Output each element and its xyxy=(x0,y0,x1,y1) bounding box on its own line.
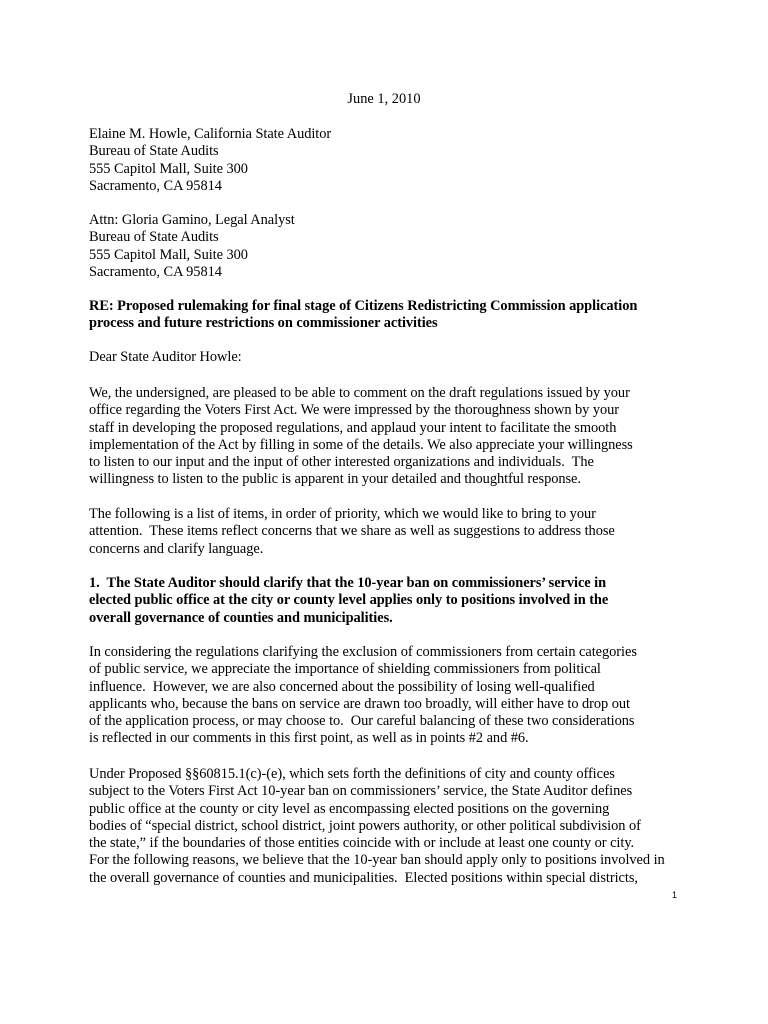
address-line: Attn: Gloria Gamino, Legal Analyst xyxy=(89,212,295,228)
paragraph-considerations: In considering the regulations clarifying the exclusion of commissioners from certain categories of public service, we appreciate the importance of shielding commissioners from political influence. However, we are also concerned about the possibility of losing well-qualified applicants who, because the bans on service are drawn too broadly, will either have to drop out of the application process, or may choose to. Our careful balancing of these two considerations is reflected in our comments in this first point, as well as in points #2 and #6. xyxy=(89,644,637,747)
attention-address-block xyxy=(89,212,689,281)
address-line: Bureau of State Audits xyxy=(89,143,219,160)
address-line: 555 Capitol Mall, Suite 300 xyxy=(89,160,248,177)
re-subject-line: RE: Proposed rulemaking for final stage of Citizens Redistricting Commission application process and future restrictions on commissioner activities xyxy=(89,298,638,332)
recipient-address-block xyxy=(89,126,689,195)
section-heading-1: 1. The State Auditor should clarify that the 10-year ban on commissioners’ service in elected public office at the city or county level applies only to positions involved in the overall governance of counties and municipalities. xyxy=(89,575,609,626)
letter-date: June 1, 2010 xyxy=(347,91,421,107)
address-line: Sacramento, CA 95814 xyxy=(89,177,222,194)
address-line: 555 Capitol Mall, Suite 300 xyxy=(89,246,248,263)
paragraph-proposed-sections: Under Proposed §§60815.1(c)-(e), which sets forth the definitions of city and county offices subject to the Voters First Act 10-year ban on commissioners’ service, the State Auditor defines public office at the county or city level as encompassing elected positions on the governing bodies of “special district, school district, joint powers authority, or other political subdivision of the state,” if the boundaries of those entities coincide with or include at least one county or city. For the following reasons, we believe that the 10-year ban should apply only to positions involved in the overall governance of counties and municipalities. Elected positions within special districts, xyxy=(89,766,665,886)
paragraph-intro: We, the undersigned, are pleased to be able to comment on the draft regulations issued by your office regarding the Voters First Act. We were impressed by the thoroughness shown by your staff in developing the proposed regulations, and applaud your intent to facilitate the smooth implementation of the Act by filling in some of the details. We also appreciate your willingness to listen to our input and the input of other interested organizations and individuals. The willingness to listen to the public is apparent in your detailed and thoughtful response. xyxy=(89,385,633,488)
paragraph-list-intro: The following is a list of items, in order of priority, which we would like to bring to your attention. These items reflect concerns that we share as well as suggestions to address those concerns and clarify language. xyxy=(89,506,615,557)
address-line: Bureau of State Audits xyxy=(89,229,219,246)
page-number: 1 xyxy=(672,890,678,900)
salutation: Dear State Auditor Howle: xyxy=(89,349,242,365)
address-line: Elaine M. Howle, California State Auditor xyxy=(89,126,332,142)
address-line: Sacramento, CA 95814 xyxy=(89,263,222,280)
